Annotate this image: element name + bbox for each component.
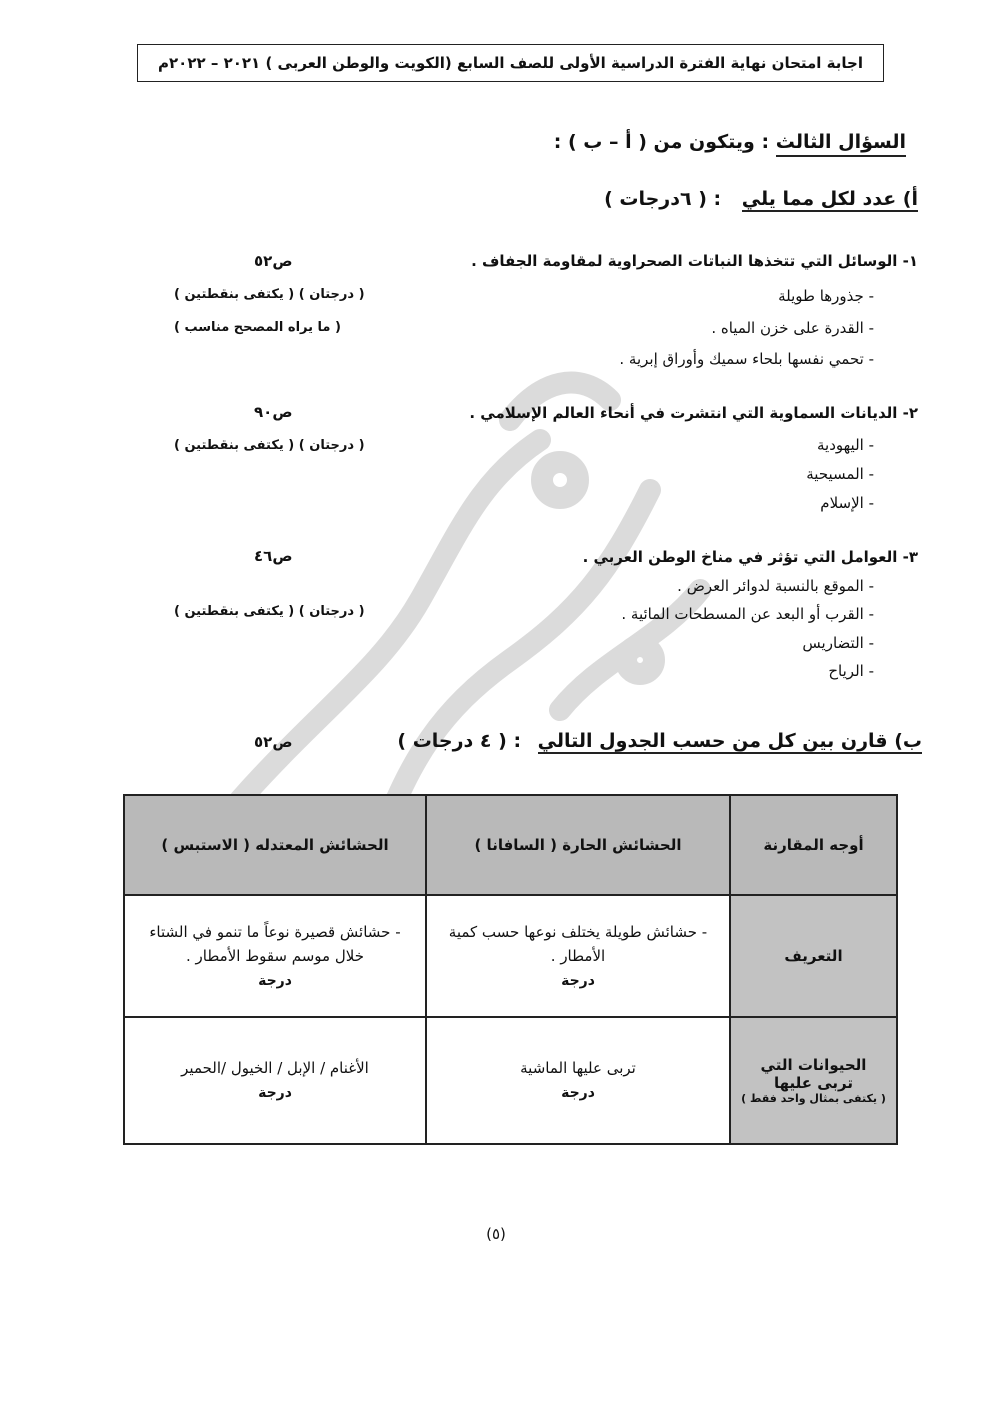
question-title (554, 131, 906, 153)
section-b-heading (397, 730, 922, 752)
section-b-page-ref: ص٥٢ (254, 733, 293, 751)
comparison-table (123, 794, 898, 1145)
table-header-row (124, 795, 897, 895)
row-2-savanna-degree: درجة (561, 1085, 595, 1102)
table-header-steppe: الحشائش المعتدله ( الاستبس ) (124, 795, 426, 895)
row-1-label: التعريف (784, 947, 843, 965)
section-b-marks: : ( ٤ درجات ) (397, 730, 522, 752)
exam-header-title: اجابة امتحان نهاية الفترة الدراسية الأولى للصف السابع (الكويت والوطن العربى ) ٢٠٢١ – ٢٠٢٢م (158, 54, 863, 72)
item-1-note-2: ( ما يراه المصحح مناسب ) (174, 320, 341, 335)
item-3-answer-1: - الموقع بالنسبة لدوائر العرض . (677, 577, 874, 595)
item-1-answer-1: - جذورها طويلة (778, 287, 874, 305)
row-2-savanna-text: تربى عليها الماشية (520, 1059, 636, 1078)
page-number: (٥) (486, 1225, 506, 1243)
item-2-answer-2: - المسيحية (806, 465, 874, 483)
table-header-savanna: الحشائش الحارة ( السافانا ) (426, 795, 730, 895)
section-a-label: أ) عدد لكل مما يلي (741, 188, 918, 210)
question-title-rest: : ويتكون من ( أ – ب ) : (553, 131, 770, 153)
item-2-note: ( درجتان ) ( يكتفى بنقطتين ) (174, 438, 365, 453)
table-cell (426, 1017, 730, 1144)
row-1-steppe-text: - حشائش قصيرة نوعاً ما تنمو في الشتاء خلال موسم سقوط الأمطار . (149, 922, 401, 965)
row-2-steppe-text: الأغنام / الإبل / الخيول /الحمير (181, 1059, 369, 1078)
table-header-aspects: أوجه المقارنة (730, 795, 897, 895)
item-2-heading: ٢- الديانات السماوية التي انتشرت في أنحاء العالم الإسلامي . (469, 404, 918, 422)
row-1-steppe-degree: درجة (258, 972, 292, 989)
item-3-answer-2: - القرب أو البعد عن المسطحات المائية . (621, 605, 874, 623)
row-2-label: الحيوانات التي تربى عليها (760, 1056, 867, 1092)
item-2-answer-3: - الإسلام (820, 494, 874, 512)
item-1-note: ( درجتان ) ( يكتفى بنقطتين ) (174, 287, 365, 302)
row-2-steppe-degree: درجة (258, 1085, 292, 1102)
item-3-heading: ٣- العوامل التي تؤثر في مناخ الوطن العربي . (582, 548, 918, 566)
item-3-answer-4: - الرياح (828, 662, 874, 680)
section-b-label: ب) قارن بين كل من حسب الجدول التالي (537, 730, 922, 752)
item-3-answer-3: - التضاريس (802, 634, 874, 652)
section-a-heading (604, 188, 918, 210)
row-2-label-note: ( يكتفى بمثال واحد فقط ) (741, 1092, 886, 1105)
section-a-marks: : ( ٦درجات ) (604, 188, 722, 210)
table-row (124, 895, 897, 1017)
item-1-answer-3: - تحمي نفسها بلحاء سميك وأوراق إبرية . (619, 350, 874, 368)
item-2-answer-1: - اليهودية (816, 436, 874, 454)
item-1-answer-2: - القدرة على خزن المياه . (711, 319, 874, 337)
table-cell (426, 895, 730, 1017)
table-row-label (730, 895, 897, 1017)
item-1-page-ref: ص٥٢ (254, 252, 293, 270)
exam-header-box (137, 44, 884, 82)
row-1-savanna-degree: درجة (561, 972, 595, 989)
row-1-savanna-text: - حشائش طويلة يختلف نوعها حسب كمية الأمطار . (448, 922, 708, 965)
item-2-page-ref: ص٩٠ (254, 403, 293, 421)
table-row (124, 1017, 897, 1144)
table-row-label (730, 1017, 897, 1144)
table-cell (124, 895, 426, 1017)
item-1-heading: ١- الوسائل التي تتخذها النباتات الصحراوية لمقاومة الجفاف . (471, 252, 918, 270)
question-title-main: السؤال الثالث (776, 131, 906, 157)
table-cell (124, 1017, 426, 1144)
item-3-note: ( درجتان ) ( يكتفى بنقطتين ) (174, 604, 365, 619)
item-3-page-ref: ص٤٦ (254, 547, 293, 565)
